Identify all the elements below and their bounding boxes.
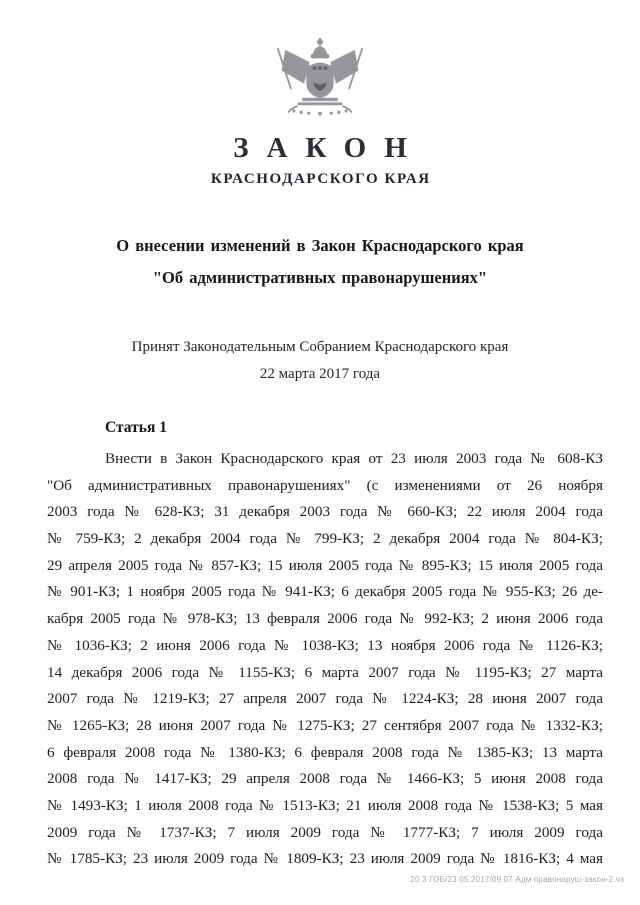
footer-registration-code: 20 3 ГОБ/23 05 2017/09 07 Адм правонаруш-закон-2 чз xyxy=(410,875,624,884)
body-line: кабря 2005 года № 978-КЗ; 13 февраля 2006 года № 992-КЗ; 2 июня 2006 года xyxy=(47,610,603,628)
article-content xyxy=(0,419,640,873)
body-line: 14 декабря 2006 года № 1155-КЗ; 6 марта 2007 года № 1195-КЗ; 27 марта xyxy=(47,663,603,681)
body-line: "Об административных правонарушениях" (с изменениями от 26 ноября xyxy=(47,476,603,494)
adoption-line2: 22 марта 2017 года xyxy=(259,366,381,382)
body-line: 2003 года № 628-КЗ; 31 декабря 2003 года № 660-КЗ; 22 июля 2004 года xyxy=(47,503,603,521)
document-title xyxy=(0,230,640,294)
body-line: 2009 года № 1737-КЗ; 7 июля 2009 года № 1777-КЗ; 7 июля 2009 года xyxy=(47,823,603,841)
adoption-line1: Принят Законодательным Собранием Краснодарского края xyxy=(131,339,509,355)
body-line: № 1265-КЗ; 28 июня 2007 года № 1275-КЗ; 27 сентября 2007 года № 1332-КЗ; xyxy=(47,716,603,734)
article-1-heading: Статья 1 xyxy=(105,419,167,436)
document-title-line1: О внесении изменений в Закон Краснодарского края xyxy=(116,236,524,255)
body-line: № 1036-КЗ; 2 июня 2006 года № 1038-КЗ; 13 ноября 2006 года № 1126-КЗ; xyxy=(47,636,603,654)
document-title-line2: "Об административных правонарушениях" xyxy=(152,268,488,287)
body-line: 6 февраля 2008 года № 1380-КЗ; 6 февраля 2008 года № 1385-КЗ; 13 марта xyxy=(47,743,603,761)
body-line: Внести в Закон Краснодарского края от 23 июля 2003 года № 608-КЗ xyxy=(105,450,603,467)
adoption-block xyxy=(0,334,640,388)
coat-of-arms xyxy=(0,36,640,120)
body-line: № 759-КЗ; 2 декабря 2004 года № 799-КЗ; 2 декабря 2004 года № 804-КЗ; xyxy=(47,530,603,548)
body-line: № 901-КЗ; 1 ноября 2005 года № 941-КЗ; 6 декабря 2005 года № 955-КЗ; 26 де- xyxy=(47,583,603,601)
body-line: 2008 года № 1417-КЗ; 29 апреля 2008 года № 1466-КЗ; 5 июня 2008 года xyxy=(47,770,603,788)
body-line: № 1785-КЗ; 23 июля 2009 года № 1809-КЗ; 23 июля 2009 года № 1816-КЗ; 4 мая xyxy=(47,850,603,868)
article-1-body xyxy=(47,446,603,873)
body-line: 29 апреля 2005 года № 857-КЗ; 15 июля 2005 года № 895-КЗ; 15 июля 2005 года xyxy=(47,556,603,574)
coat-of-arms-icon xyxy=(275,36,365,120)
body-line: 2007 года № 1219-КЗ; 27 апреля 2007 года № 1224-КЗ; 28 июня 2007 года xyxy=(47,690,603,708)
region-heading: КРАСНОДАРСКОГО КРАЯ xyxy=(210,171,431,187)
doc-type-heading: ЗАКОН xyxy=(233,132,425,164)
body-line: № 1493-КЗ; 1 июля 2008 года № 1513-КЗ; 21 июля 2008 года № 1538-КЗ; 5 мая xyxy=(47,796,603,814)
